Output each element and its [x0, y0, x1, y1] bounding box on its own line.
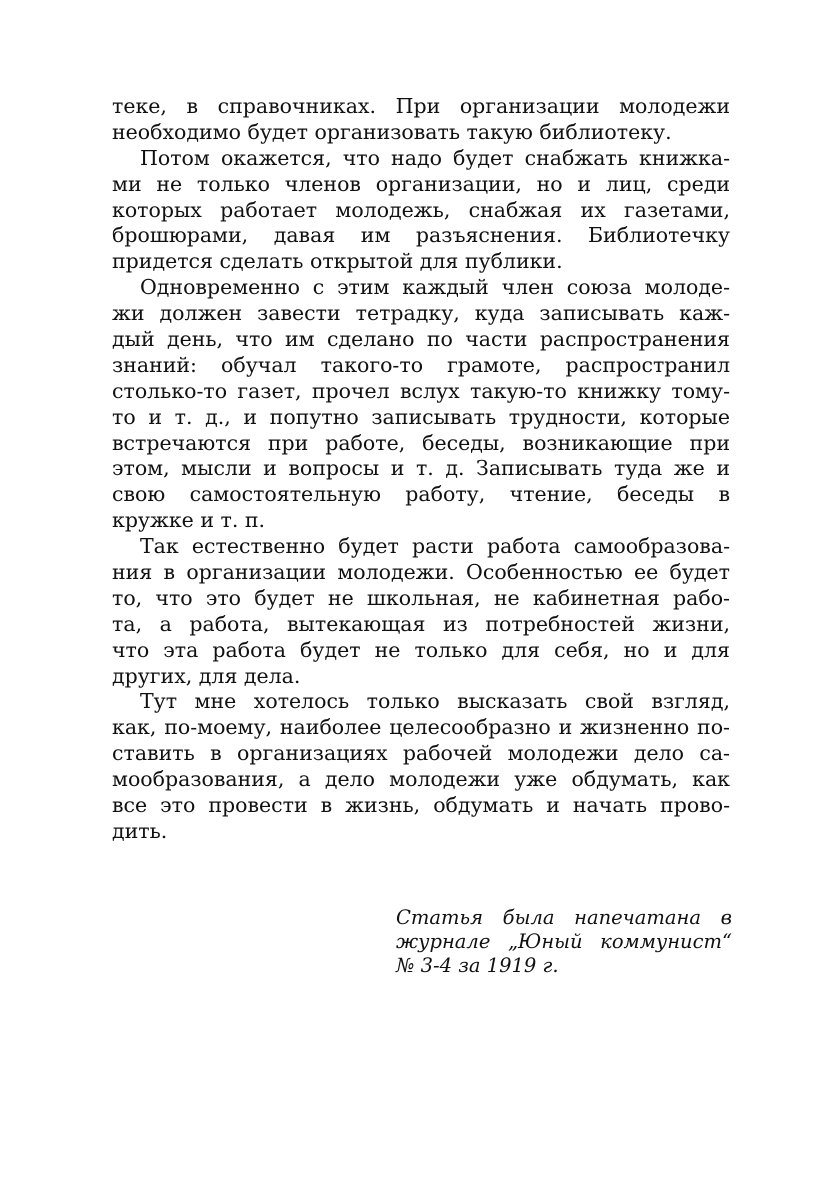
text-line: дый день, что им сделано по части распространения — [112, 327, 730, 352]
text-line: Тут мне хотелось только высказать свой взгляд, — [140, 689, 730, 714]
paragraph — [112, 534, 730, 689]
text-line: то, что это будет не школьная, не кабинетная рабо- — [112, 585, 730, 610]
text-line: свою самостоятельную работу, чтение, беседы в — [112, 482, 730, 507]
text-line: этом, мысли и вопросы и т. д. Записывать туда же и — [112, 456, 730, 481]
text-line: других, для дела. — [112, 663, 301, 688]
text-line: все это провести в жизнь, обдумать и начать прово- — [112, 793, 730, 818]
text-line: как, по-моему, наиболее целесообразно и жизненно по- — [112, 715, 730, 740]
text-line: дить. — [112, 818, 168, 843]
text-line: придется сделать открытой для публики. — [112, 249, 563, 274]
note-line: журнале „Юный коммунист“ — [396, 930, 732, 953]
text-line: мообразования, а дело молодежи уже обдумать, как — [112, 767, 730, 792]
text-line: что эта работа будет не только для себя, но и для — [112, 637, 730, 662]
text-line: встречаются при работе, беседы, возникающие при — [112, 430, 730, 455]
text-line: ставить в организациях рабочей молодежи дело са- — [112, 741, 730, 766]
body-text — [112, 94, 730, 845]
text-line: ния в организации молодежи. Особенностью ее будет — [112, 560, 730, 585]
text-line: знаний: обучал такого-то грамоте, распространил — [112, 352, 730, 377]
text-line: теке, в справочниках. При организации молодежи — [112, 94, 730, 118]
paragraph — [112, 689, 730, 844]
text-line: ми не только членов организации, но и лиц, среди — [112, 171, 730, 196]
text-line: та, а работа, вытекающая из потребностей жизни, — [112, 611, 730, 636]
publication-note — [396, 906, 732, 978]
text-line: столько-то газет, прочел вслух такую-то книжку тому- — [112, 378, 730, 403]
text-line: то и т. д., и попутно записывать трудности, которые — [112, 404, 730, 429]
paragraph — [112, 94, 730, 146]
text-line: Потом окажется, что надо будет снабжать книжка- — [140, 145, 730, 170]
text-line: брошюрами, давая им разъяснения. Библиотечку — [112, 223, 730, 248]
paragraph — [112, 146, 730, 275]
note-line: Статья была напечатана в — [396, 906, 732, 929]
text-line: кружке и т. п. — [112, 508, 266, 533]
text-line: необходимо будет организовать такую библиотеку. — [112, 119, 672, 144]
paragraph — [112, 275, 730, 534]
text-line: Так естественно будет расти работа самообразова- — [140, 534, 730, 559]
text-line: жи должен завести тетрадку, куда записывать каж- — [112, 301, 730, 326]
text-line: которых работает молодежь, снабжая их газетами, — [112, 197, 730, 222]
text-line: Одновременно с этим каждый член союза молоде- — [140, 275, 730, 300]
note-line: № 3-4 за 1919 г. — [396, 954, 559, 977]
